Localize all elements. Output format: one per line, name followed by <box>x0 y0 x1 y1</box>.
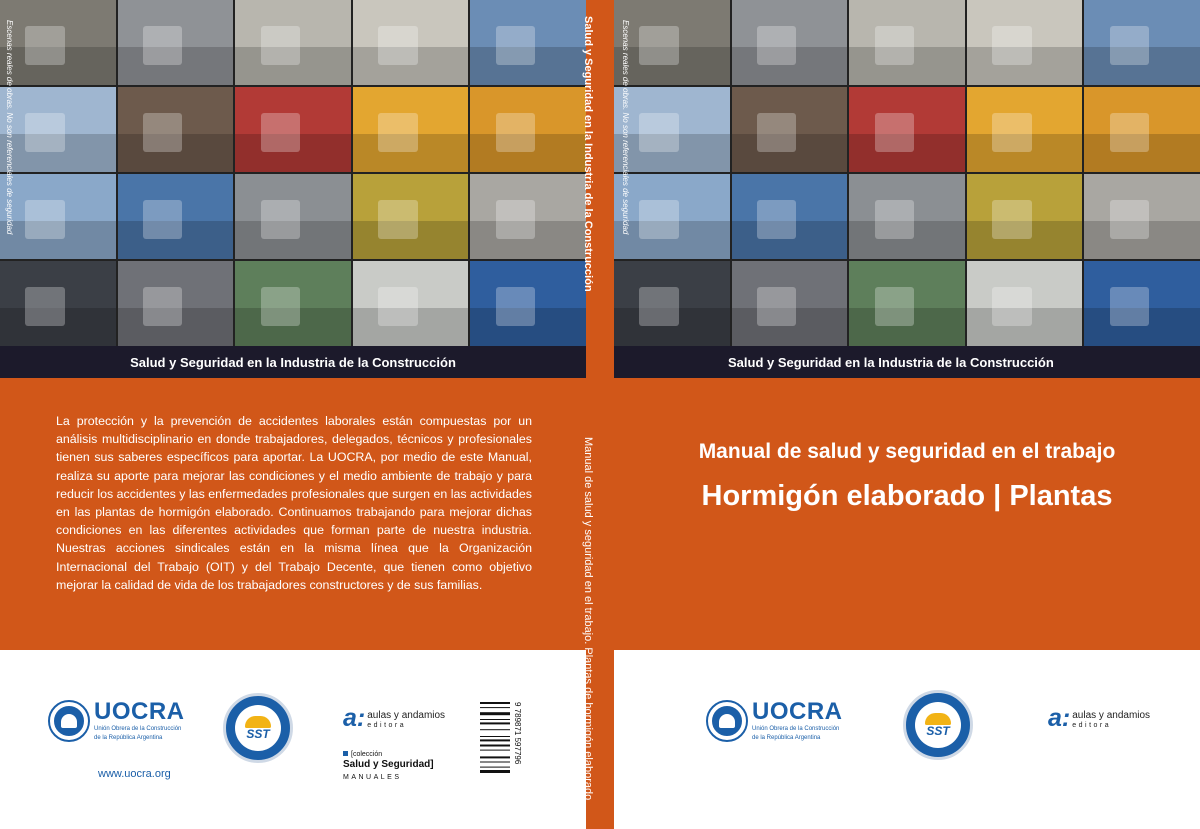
sst-text: SST <box>246 726 270 741</box>
barcode-bar <box>480 729 510 730</box>
construction-photo-tile <box>118 174 234 259</box>
spine-title-text: Manual de salud y seguridad en el trabajo. Plantas de hormigón elaborado <box>582 437 594 801</box>
hard-hat-icon <box>245 716 271 728</box>
front-photo-collage <box>614 0 1200 346</box>
construction-photo-tile <box>0 174 116 259</box>
construction-photo-tile <box>732 174 848 259</box>
construction-photo-tile <box>118 0 234 85</box>
sst-text: SST <box>926 723 950 738</box>
construction-photo-tile <box>732 0 848 85</box>
uocra-sub-1: Unión Obrera de la Construcción <box>94 726 182 732</box>
construction-photo-tile <box>849 261 965 346</box>
coleccion-label <box>343 750 434 783</box>
front-orange-panel <box>614 378 1200 650</box>
barcode-bar <box>480 722 510 724</box>
book-title: Hormigón elaborado | Plantas <box>701 480 1113 512</box>
book-subtitle: Manual de salud y seguridad en el trabajo <box>698 440 1116 463</box>
photo-note-text: Escenas reales de obras. No son referenciales de seguridad <box>621 20 630 235</box>
coleccion-line-3: MANUALES <box>343 774 402 781</box>
sst-seal-front <box>903 690 973 760</box>
construction-photo-tile <box>614 261 730 346</box>
barcode-bar <box>480 702 510 704</box>
construction-photo-tile <box>0 261 116 346</box>
construction-photo-tile <box>235 174 351 259</box>
construction-photo-tile <box>1084 87 1200 172</box>
front-series-bar: Salud y Seguridad en la Industria de la Construcción <box>614 346 1200 378</box>
uocra-helmet-icon <box>50 702 88 740</box>
construction-photo-tile <box>353 0 469 85</box>
construction-photo-tile <box>967 261 1083 346</box>
barcode-bars <box>478 700 512 790</box>
coleccion-line-2: Salud y Seguridad] <box>343 759 434 770</box>
isbn-number: 9 789871 597796 <box>513 702 522 765</box>
uocra-sub-2: de la República Argentina <box>94 735 163 741</box>
back-series-bar: Salud y Seguridad en la Industria de la Construcción <box>0 346 586 378</box>
construction-photo-tile <box>470 261 586 346</box>
construction-photo-tile <box>1084 0 1200 85</box>
barcode-bar <box>480 750 510 751</box>
editora-logo-back <box>343 706 445 730</box>
construction-photo-tile <box>470 174 586 259</box>
sst-seal-back <box>223 693 293 763</box>
construction-photo-tile <box>235 261 351 346</box>
editora-name: aulas y andamios <box>367 710 446 721</box>
construction-photo-tile <box>0 0 116 85</box>
isbn-barcode <box>478 700 512 790</box>
construction-photo-tile <box>353 87 469 172</box>
uocra-logo-back <box>50 700 185 742</box>
front-photo-note <box>618 20 632 240</box>
construction-photo-tile <box>967 0 1083 85</box>
construction-photo-tile <box>118 261 234 346</box>
spine-series-text: Salud y Seguridad en la Industria de la Construcción <box>582 16 594 292</box>
uocra-website: www.uocra.org <box>98 768 171 780</box>
construction-photo-tile <box>732 261 848 346</box>
barcode-bar <box>480 712 510 715</box>
barcode-bar <box>480 756 510 758</box>
barcode-bar <box>480 739 510 741</box>
uocra-name: UOCRA <box>752 698 843 725</box>
construction-photo-tile <box>0 87 116 172</box>
construction-photo-tile <box>470 87 586 172</box>
construction-photo-tile <box>1084 261 1200 346</box>
back-photo-collage <box>0 0 586 346</box>
uocra-logo-front <box>708 700 843 742</box>
editora-mark: a: <box>343 704 366 732</box>
construction-photo-tile <box>470 0 586 85</box>
uocra-helmet-icon <box>708 702 746 740</box>
construction-photo-tile <box>353 174 469 259</box>
barcode-bar <box>480 762 510 763</box>
coleccion-line-1: [colección <box>351 751 383 758</box>
construction-photo-tile <box>732 87 848 172</box>
editora-logo-front <box>1048 706 1150 730</box>
construction-photo-tile <box>1084 174 1200 259</box>
uocra-name: UOCRA <box>94 698 185 725</box>
barcode-bar <box>480 707 510 708</box>
editora-mark: a: <box>1048 704 1071 732</box>
construction-photo-tile <box>849 87 965 172</box>
construction-photo-tile <box>849 0 965 85</box>
barcode-bar <box>480 719 510 720</box>
construction-photo-tile <box>235 0 351 85</box>
photo-note-text: Escenas reales de obras. No son referenciales de seguridad <box>5 20 14 235</box>
barcode-bar <box>480 745 510 747</box>
construction-photo-tile <box>235 87 351 172</box>
construction-photo-tile <box>849 174 965 259</box>
editora-sub: editora <box>367 722 407 729</box>
hard-hat-icon <box>925 713 951 725</box>
editora-sub: editora <box>1072 722 1112 729</box>
construction-photo-tile <box>967 87 1083 172</box>
construction-photo-tile <box>353 261 469 346</box>
back-cover-blurb: La protección y la prevención de accidentes laborales están compuestas por un análisis multidisciplinario en donde trabajadores, delegados, técnicos y profesionales tienen sus saberes específicos para aportar. La UOCRA, por medio de este Manual, realiza su aporte para mejorar las condiciones y el medio ambiente de trabajo y para reducir los accidentes y las enfermedades profesionales que surgen en las actividades en las plantas de hormigón elaborado. Continuamos trabajando para mejorar dichas condiciones en las diferentes actividades que forman parte de nuestra industria. Nuestras acciones sindicales están en la misma línea que la Organización Internacional del Trabajo (OIT) y del Trabajo Decente, que tienen como objetivo mejorar la calidad de vida de los trabajadores constructores y de sus familias. <box>56 414 532 592</box>
uocra-sub-2: de la República Argentina <box>752 735 821 741</box>
construction-photo-tile <box>967 174 1083 259</box>
uocra-sub-1: Unión Obrera de la Construcción <box>752 726 840 732</box>
editora-name: aulas y andamios <box>1072 710 1151 721</box>
coleccion-mark-icon <box>343 751 348 756</box>
construction-photo-tile <box>118 87 234 172</box>
barcode-bar <box>480 767 510 768</box>
barcode-bar <box>480 736 510 737</box>
back-photo-note <box>2 20 16 240</box>
barcode-bar <box>480 770 510 773</box>
